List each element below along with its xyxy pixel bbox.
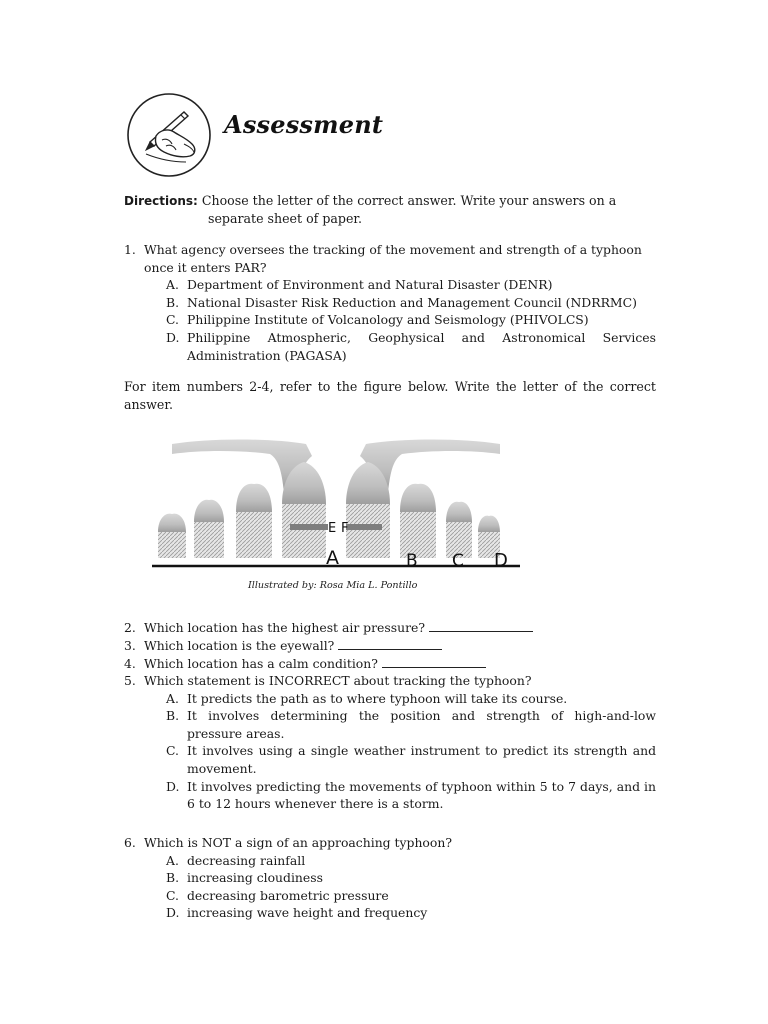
option-text: It involves predicting the movements of typhoon within 5 to 7 days, and in 6 to 12 hours whenever there is a storm.	[187, 778, 656, 812]
option-list	[124, 690, 656, 813]
option-a	[166, 690, 656, 708]
answer-blank[interactable]	[338, 637, 442, 650]
option-text: National Disaster Risk Reduction and Management Council (NDRRMC)	[187, 294, 637, 310]
question-stem: Which is NOT a sign of an approaching typhoon?	[144, 835, 452, 850]
figure-label-e: E	[328, 521, 337, 536]
option-letter: B.	[166, 294, 180, 310]
figure-label-d: D	[494, 550, 508, 571]
question-2	[124, 619, 656, 637]
question-number: 6.	[124, 835, 136, 850]
option-letter: B.	[166, 870, 180, 886]
option-text: It involves determining the position and strength of high-and-low pressure areas.	[187, 708, 656, 741]
figure-label-a: A	[326, 547, 339, 569]
question-number: 5.	[124, 673, 136, 688]
option-d	[166, 904, 656, 922]
option-letter: B.	[166, 708, 180, 724]
option-d	[166, 778, 656, 813]
directions	[124, 192, 656, 228]
question-number: 4.	[124, 656, 136, 671]
option-text: Department of Environment and Natural Disaster (DENR)	[187, 277, 553, 293]
question-stem-cont: once it enters PAR?	[144, 259, 267, 275]
pencil-hand-icon	[126, 92, 212, 178]
option-b	[166, 294, 656, 312]
option-text: It predicts the path as to where typhoon will take its course.	[187, 690, 568, 706]
question-number: 3.	[124, 638, 136, 653]
option-text: Philippine Institute of Volcanology and Seismology (PHIVOLCS)	[187, 312, 589, 328]
option-c	[166, 887, 656, 905]
option-letter: A.	[166, 690, 179, 706]
question-stem: Which location has a calm condition?	[144, 656, 378, 671]
question-number: 2.	[124, 620, 136, 635]
question-5	[124, 672, 656, 813]
option-text: Philippine Atmospheric, Geophysical and Astronomical Services Administration (PAGASA)	[187, 329, 656, 363]
question-4	[124, 655, 656, 673]
cloud-canopy	[172, 440, 500, 493]
option-text: decreasing rainfall	[187, 852, 306, 868]
option-letter: A.	[166, 277, 179, 293]
typhoon-cross-section-figure	[150, 436, 522, 576]
question-1	[124, 241, 656, 364]
directions-text-line2: separate sheet of paper.	[208, 211, 363, 226]
option-letter: C.	[166, 312, 179, 328]
answer-blank[interactable]	[429, 619, 533, 632]
question-number: 1.	[124, 242, 136, 257]
figure-label-b: B	[406, 551, 418, 571]
option-a	[166, 276, 656, 294]
answer-blank[interactable]	[382, 655, 486, 668]
figure-label-c: C	[452, 551, 464, 571]
option-letter: A.	[166, 852, 179, 868]
assessment-header	[126, 92, 426, 182]
directions-text-line1: Choose the letter of the correct answer. Write your answers on a	[201, 193, 617, 208]
option-b	[166, 707, 656, 742]
option-letter: C.	[166, 887, 179, 903]
figure-label-f: F	[341, 521, 349, 536]
page-title: Assessment	[224, 110, 384, 139]
option-list	[124, 852, 656, 922]
option-letter: D.	[166, 329, 180, 345]
option-letter: D.	[166, 905, 180, 921]
option-letter: D.	[166, 778, 180, 794]
option-c	[166, 742, 656, 777]
question-stem: Which statement is INCORRECT about tracking the typhoon?	[144, 673, 532, 688]
question-3	[124, 637, 656, 655]
option-text: increasing cloudiness	[187, 870, 323, 886]
directions-label: Directions:	[124, 194, 198, 208]
question-stem: Which location has the highest air pressure?	[144, 620, 425, 635]
option-text: It involves using a single weather instrument to predict its strength and movement.	[187, 743, 656, 776]
option-b	[166, 869, 656, 887]
option-letter: C.	[166, 743, 179, 759]
option-list	[124, 276, 656, 364]
figure-instructions: For item numbers 2-4, refer to the figure below. Write the letter of the correct answer.	[124, 379, 656, 412]
option-a	[166, 852, 656, 870]
question-stem: Which location is the eyewall?	[144, 638, 335, 653]
option-d	[166, 329, 656, 364]
figure-caption: Illustrated by: Rosa Mia L. Pontillo	[248, 580, 418, 591]
option-text: increasing wave height and frequency	[187, 905, 428, 921]
question-6	[124, 834, 656, 922]
option-text: decreasing barometric pressure	[187, 887, 389, 903]
question-stem: What agency oversees the tracking of the movement and strength of a typhoon	[144, 242, 642, 257]
option-c	[166, 311, 656, 329]
